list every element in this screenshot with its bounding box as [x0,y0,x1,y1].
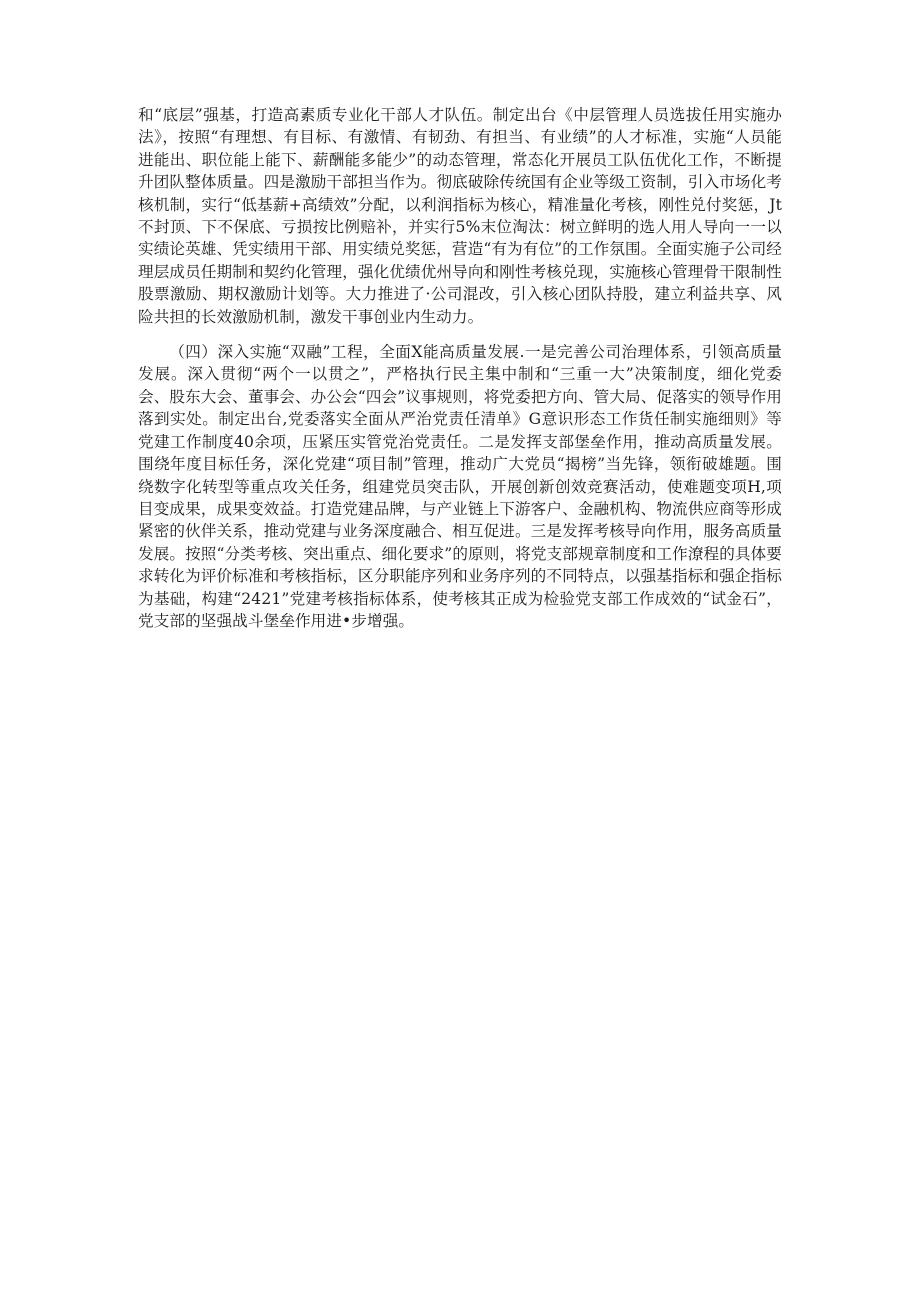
paragraph-2: （四）深入实施“双融”工程，全面X能高质量发展.一是完善公司治理体系，引领高质量发展。深入贯彻“两个一以贯之”，严格执行民主集中制和“三重一大”决策制度，细化党委会、股东大会、董事会、办公会“四会”议事规则，将党委把方向、管大局、促落实的领导作用落到实处。制定出台,党委落实全面从严治党责任清单》G意识形态工作货任制实施细则》等党建工作制度40余项，压紧压实管党治党责任。二是发挥支部堡垒作用，推动高质量发展。围绕年度目标任务，深化党建“项目制”管理，推动广大党员“揭榜”当先锋，领衔破雄题。围绕数字化转型等重点攻关任务，组建党员突击队，开展创新创效竞赛活动，使难题变项H,项目变成果，成果变效益。打造党建品牌，与产业链上下游客户、金融机构、物流供应商等形成紧密的伙伴关系，推动党建与业务深度融合、相互促进。三是发挥考核导向作用，服务高质量发展。按照“分类考核、突出重点、细化要求”的原则，将党支部规章制度和工作潦程的具体要求转化为评价标准和考核指标，区分职能序列和业务序列的不同特点，以强基指标和强企指标为基础，构建“2421”党建考核指标体系，使考核其正成为检验党支部工作成效的“试金石”，党支部的坚强战斗堡垒作用进•步增强。 [138,343,782,630]
document-body [138,104,782,632]
paragraph-1: 和“底层”强基，打造高素质专业化干部人才队伍。制定出台《中层管理人员选拔任用实施办法》，按照“有理想、有目标、有激情、有韧劲、有担当、有业绩”的人才标准，实施“人员能进能出、职位能上能下、薪酬能多能少”的动态管理，常态化开展员工队伍优化工作，不断提升团队整体质量。四是激励干部担当作为。彻底破除传统国有企业等级工资制，引入市场化考核机制，实行“低基薪+高绩效”分配，以利润指标为核心，精准量化考核，刚性兑付奖惩，Jt不封顶、下不保底、亏损按比例赔补，并实行5%末位淘汰：树立鲜明的选人用人导向一一以实绩论英雄、凭实绩用干部、用实绩兑奖惩，营造“有为有位”的工作氛围。全面实施子公司经理层成员任期制和契约化管理，强化优绩优州导向和刚性考核兑现，实施核心管理骨干限制性股票激励、期权激励计划等。大力推进了·公司混改，引入核心团队持股，建立利益共享、风险共担的长效激励机制，激发干事创业内生动力。 [138,106,782,326]
